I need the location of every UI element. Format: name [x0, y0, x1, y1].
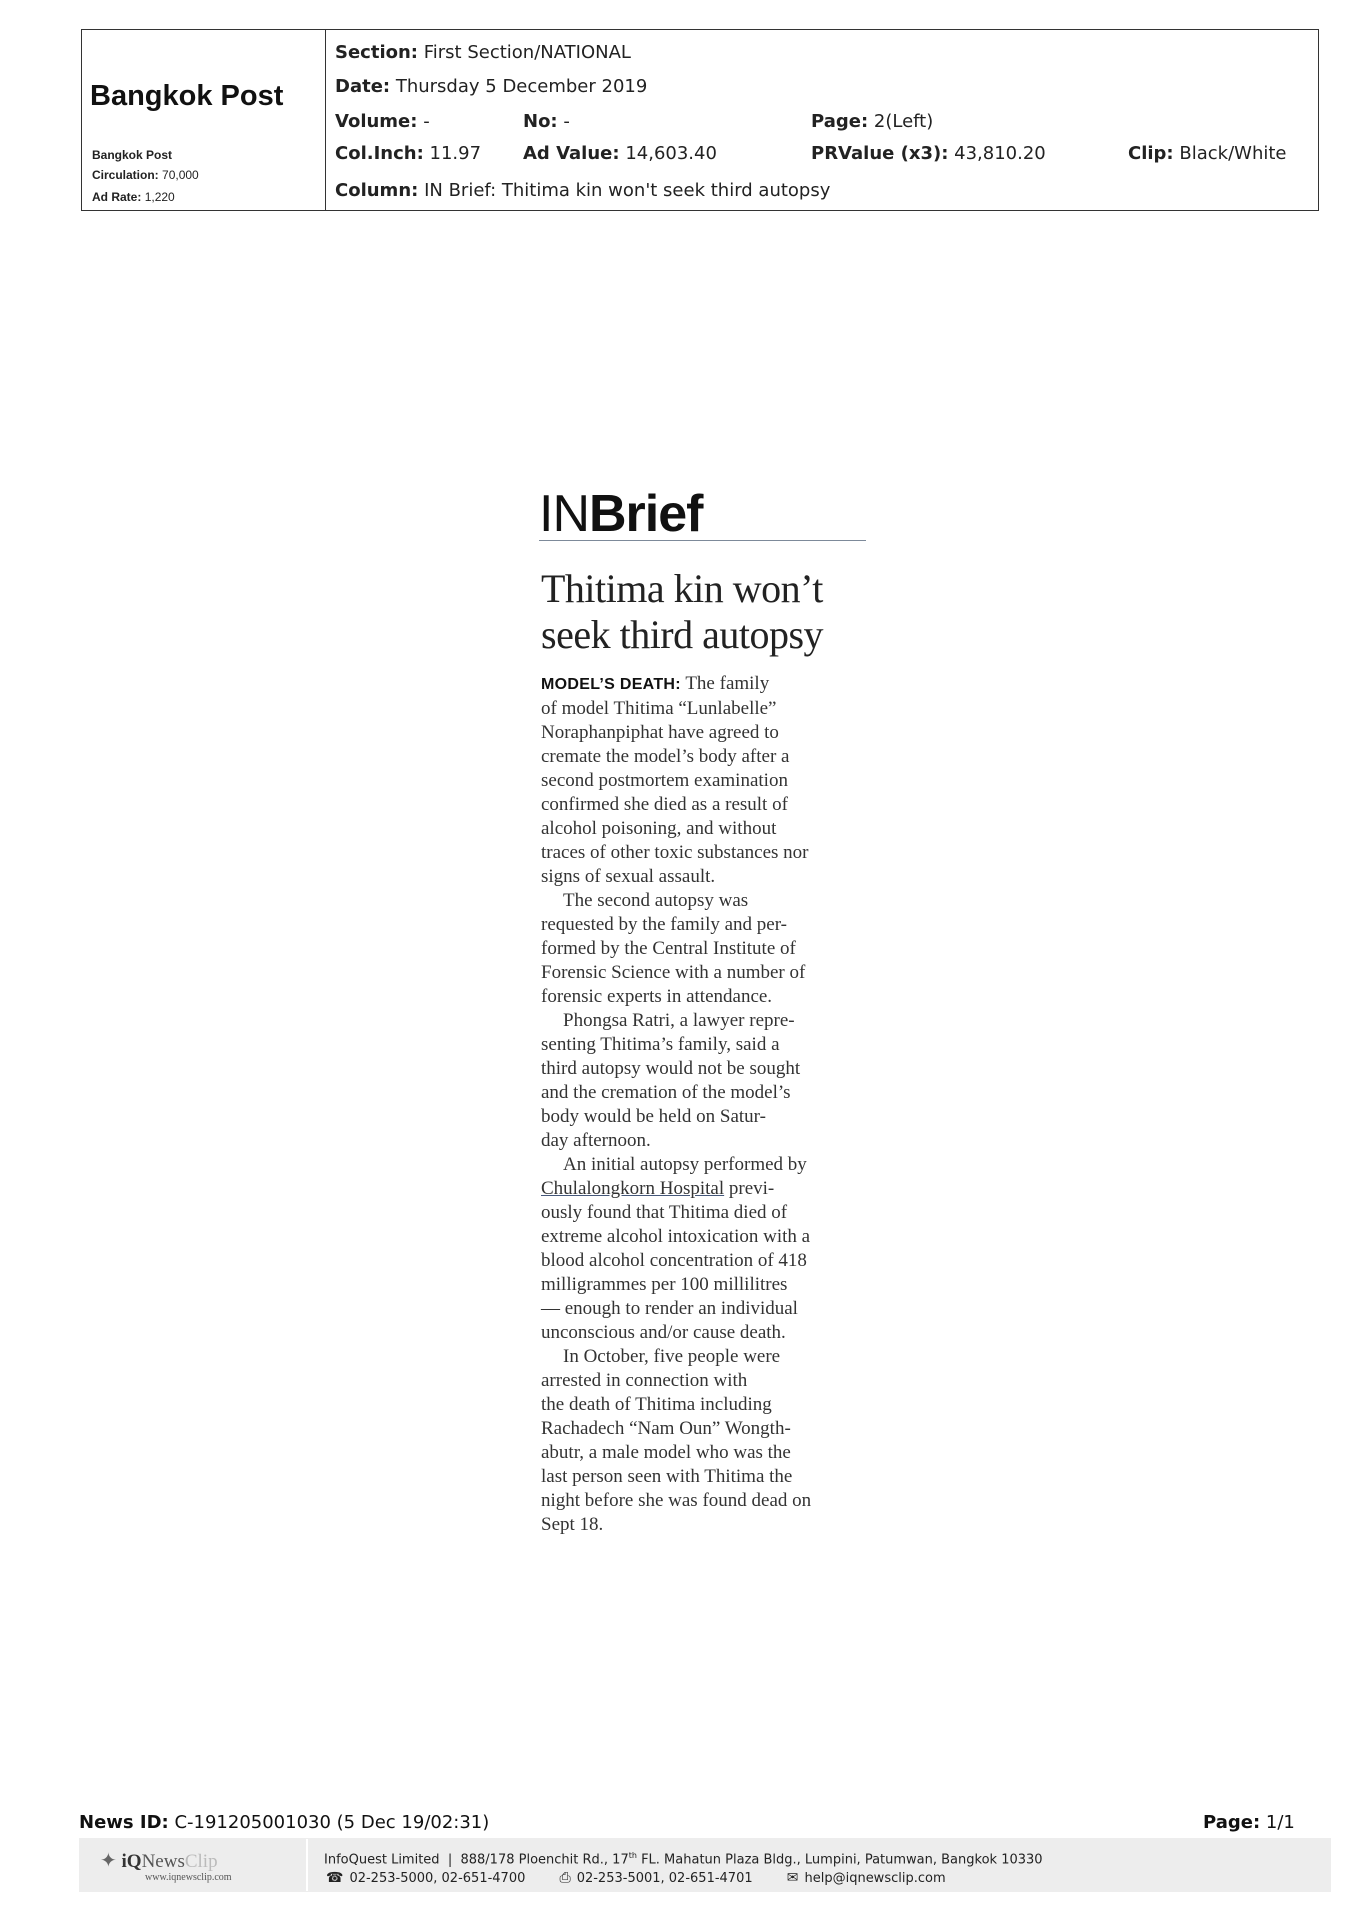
- publication-column: [82, 30, 326, 210]
- body-line: forensic experts in attendance.: [541, 986, 773, 1007]
- body-line: traces of other toxic substances nor: [541, 842, 809, 863]
- body-line: alcohol poisoning, and without: [541, 818, 777, 839]
- body-line: formed by the Central Institute of: [541, 938, 796, 959]
- body-line: cremate the model’s body after a: [541, 746, 790, 767]
- logo-url: www.iqnewsclip.com: [145, 1872, 232, 1883]
- body-line: night before she was found dead on: [541, 1490, 812, 1511]
- body-line: Phongsa Ratri, a lawyer repre-: [563, 1010, 795, 1031]
- body-line: confirmed she died as a result of: [541, 794, 788, 815]
- date-field: Date: Thursday 5 December 2019: [335, 76, 648, 97]
- body-line: last person seen with Thitima the: [541, 1466, 793, 1487]
- body-line: MODEL’S DEATH: The family: [541, 673, 770, 694]
- ad-value-field: Ad Value: 14,603.40: [523, 143, 717, 164]
- section-rule: [539, 540, 866, 541]
- body-line: Sept 18.: [541, 1514, 604, 1535]
- fax-numbers: 02-253-5001, 02-651-4701: [576, 1871, 753, 1886]
- iqnewsclip-logo: ✦ iQNewsClip: [100, 1850, 218, 1872]
- clip-header-box: [81, 29, 1319, 211]
- body-line: Noraphanpiphat have agreed to: [541, 722, 779, 743]
- article-headline: Thitima kin won’t seek third autopsy: [541, 566, 824, 657]
- body-line: of model Thitima “Lunlabelle”: [541, 698, 777, 719]
- footer-divider: [306, 1839, 308, 1891]
- body-line: abutr, a male model who was the: [541, 1442, 791, 1463]
- phone-numbers: 02-253-5000, 02-651-4700: [349, 1871, 526, 1886]
- body-line: Rachadech “Nam Oun” Wongth-: [541, 1418, 791, 1439]
- body-line: senting Thitima’s family, said a: [541, 1034, 780, 1055]
- body-line: arrested in connection with: [541, 1370, 748, 1391]
- contact-row: [326, 1870, 976, 1886]
- news-id: News ID: C-191205001030 (5 Dec 19/02:31): [79, 1812, 490, 1833]
- clip-field: Clip: Black/White: [1128, 143, 1287, 164]
- body-line: second postmortem examination: [541, 770, 788, 791]
- phone-icon: ☎: [326, 1870, 344, 1886]
- body-line: blood alcohol concentration of 418: [541, 1250, 807, 1271]
- number-field: No: -: [523, 111, 570, 132]
- section-field: Section: First Section/NATIONAL: [335, 42, 631, 63]
- column-field: Column: IN Brief: Thitima kin won't seek third autopsy: [335, 180, 831, 201]
- body-line: Chulalongkorn Hospital previ-: [541, 1178, 775, 1199]
- pr-value-field: PRValue (x3): 43,810.20: [811, 143, 1046, 164]
- circulation: Circulation: 70,000: [92, 168, 199, 182]
- volume-field: Volume: -: [335, 111, 430, 132]
- body-line: — enough to render an individual: [541, 1298, 798, 1319]
- body-line: signs of sexual assault.: [541, 866, 716, 887]
- body-line: extreme alcohol intoxication with a: [541, 1226, 811, 1247]
- body-line: milligrammes per 100 millilitres: [541, 1274, 788, 1295]
- body-line: third autopsy would not be sought: [541, 1058, 801, 1079]
- col-inch-field: Col.Inch: 11.97: [335, 143, 482, 164]
- body-line: Forensic Science with a number of: [541, 962, 806, 983]
- page-field: Page: 2(Left): [811, 111, 934, 132]
- in-brief-section-title: INBrief: [539, 485, 703, 543]
- body-line: In October, five people were: [563, 1346, 781, 1367]
- body-line: the death of Thitima including: [541, 1394, 772, 1415]
- hospital-name: Chulalongkorn Hospital: [541, 1178, 725, 1199]
- body-line: requested by the family and per-: [541, 914, 787, 935]
- body-line: unconscious and/or cause death.: [541, 1322, 786, 1343]
- company-address: InfoQuest Limited | 888/178 Ploenchit Rd., 17th FL. Mahatun Plaza Bldg., Lumpini, Patumwan, Bangkok 10330: [324, 1851, 1043, 1868]
- body-line: day afternoon.: [541, 1130, 651, 1151]
- body-line: ously found that Thitima died of: [541, 1202, 788, 1223]
- bird-icon: ✦: [100, 1850, 117, 1872]
- fax-icon: ⎙: [559, 1870, 571, 1886]
- publication-title: Bangkok Post: [90, 80, 284, 112]
- body-line: and the cremation of the model’s: [541, 1082, 791, 1103]
- email-address: help@iqnewsclip.com: [804, 1871, 946, 1886]
- body-line: The second autopsy was: [563, 890, 749, 911]
- body-line: body would be held on Satur-: [541, 1106, 766, 1127]
- body-line: An initial autopsy performed by: [563, 1154, 807, 1175]
- publication-name-small: Bangkok Post: [92, 148, 173, 162]
- page-count: Page: 1/1: [1203, 1812, 1295, 1833]
- email-icon: ✉: [786, 1870, 799, 1886]
- article-kicker: MODEL’S DEATH:: [541, 676, 681, 693]
- ad-rate: Ad Rate: 1,220: [92, 190, 175, 204]
- article-body: [541, 672, 871, 1537]
